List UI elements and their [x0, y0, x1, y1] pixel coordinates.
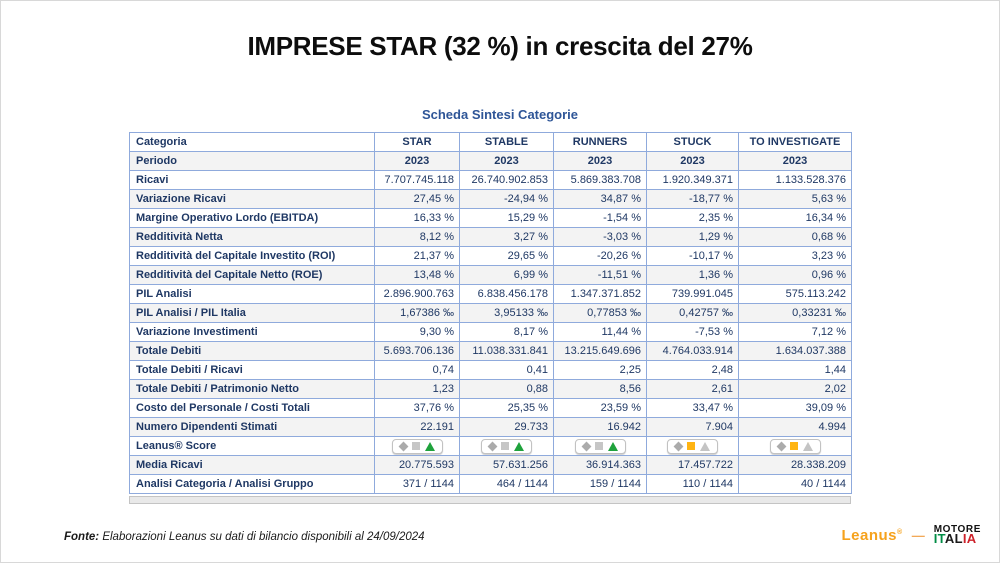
triangle-icon [425, 442, 435, 451]
table-row [130, 285, 852, 304]
table-row [130, 228, 852, 247]
square-icon [412, 442, 420, 450]
row-label: Ricavi [130, 171, 375, 190]
cell-value: 2,48 [647, 361, 739, 380]
cell-value: 1.133.528.376 [739, 171, 852, 190]
cell-value: -1,54 % [554, 209, 647, 228]
leanus-score-pill [770, 439, 821, 454]
cell-value: 16.942 [554, 418, 647, 437]
cell-value: -10,17 % [647, 247, 739, 266]
cell-value: 33,47 % [647, 399, 739, 418]
cell-value: 159 / 1144 [554, 475, 647, 494]
cell-value: 39,09 % [739, 399, 852, 418]
table-row [130, 361, 852, 380]
cell-value: 0,41 [460, 361, 554, 380]
cell-value: 21,37 % [375, 247, 460, 266]
cell-value: 13,48 % [375, 266, 460, 285]
motore-logo-line2 [934, 532, 981, 545]
diamond-icon [674, 441, 684, 451]
column-header-star: STAR [375, 133, 460, 152]
cell-value: 1,67386 ‰ [375, 304, 460, 323]
summary-table [129, 132, 852, 494]
motore-logo-letter: I [962, 531, 967, 546]
logo-separator-dash: — [911, 527, 925, 543]
cell-value: 3,23 % [739, 247, 852, 266]
triangle-icon [514, 442, 524, 451]
cell-value: 2023 [554, 152, 647, 171]
motore-logo-letter: A [944, 531, 955, 546]
cell-value: 1.920.349.371 [647, 171, 739, 190]
cell-value: 29.733 [460, 418, 554, 437]
leanus-score-pill [667, 439, 718, 454]
table-row [130, 152, 852, 171]
row-label: Redditività del Capitale Netto (ROE) [130, 266, 375, 285]
cell-value: 27,45 % [375, 190, 460, 209]
row-label: Costo del Personale / Costi Totali [130, 399, 375, 418]
table-row [130, 380, 852, 399]
cell-value: 2,25 [554, 361, 647, 380]
leanus-score-pill [392, 439, 443, 454]
page-title: IMPRESE STAR (32 %) in crescita del 27% [247, 31, 753, 61]
diamond-icon [581, 441, 591, 451]
row-label: Variazione Investimenti [130, 323, 375, 342]
column-header-runners: RUNNERS [554, 133, 647, 152]
cell-value: 26.740.902.853 [460, 171, 554, 190]
row-label: Totale Debiti [130, 342, 375, 361]
leanus-score-pill [575, 439, 626, 454]
cell-value: 2023 [647, 152, 739, 171]
cell-value: 0,42757 ‰ [647, 304, 739, 323]
square-icon [501, 442, 509, 450]
column-header-categoria: Categoria [130, 133, 375, 152]
cell-value: 8,17 % [460, 323, 554, 342]
cell-value: 15,29 % [460, 209, 554, 228]
square-icon [790, 442, 798, 450]
cell-value: 8,12 % [375, 228, 460, 247]
cell-value: 3,27 % [460, 228, 554, 247]
motore-italia-logo [934, 525, 981, 545]
triangle-icon [700, 442, 710, 451]
cell-value: 7.904 [647, 418, 739, 437]
cell-value: 739.991.045 [647, 285, 739, 304]
table-row [130, 266, 852, 285]
leanus-score-cell [460, 437, 554, 456]
cell-value: 1,44 [739, 361, 852, 380]
row-label: Variazione Ricavi [130, 190, 375, 209]
source-note-text: Elaborazioni Leanus su dati di bilancio disponibili al 24/09/2024 [99, 531, 425, 543]
source-note [64, 531, 425, 543]
row-label: Redditività Netta [130, 228, 375, 247]
source-note-prefix: Fonte: [64, 531, 100, 543]
cell-value: 57.631.256 [460, 456, 554, 475]
cell-value: 40 / 1144 [739, 475, 852, 494]
cell-value: 13.215.649.696 [554, 342, 647, 361]
row-label: Media Ricavi [130, 456, 375, 475]
table-bottom-strip [129, 496, 851, 504]
motore-logo-letter: A [966, 531, 977, 546]
diamond-icon [488, 441, 498, 451]
row-label: Totale Debiti / Patrimonio Netto [130, 380, 375, 399]
leanus-logo [842, 527, 903, 544]
cell-value: 37,76 % [375, 399, 460, 418]
table-row [130, 304, 852, 323]
row-label: Redditività del Capitale Investito (ROI) [130, 247, 375, 266]
cell-value: 0,33231 ‰ [739, 304, 852, 323]
row-label: PIL Analisi [130, 285, 375, 304]
leanus-score-cell [375, 437, 460, 456]
cell-value: -3,03 % [554, 228, 647, 247]
leanus-score-cell [647, 437, 739, 456]
cell-value: 4.764.033.914 [647, 342, 739, 361]
cell-value: 1,36 % [647, 266, 739, 285]
cell-value: 2.896.900.763 [375, 285, 460, 304]
leanus-logo-text: Leanus [841, 526, 898, 544]
row-label: PIL Analisi / PIL Italia [130, 304, 375, 323]
row-label: Numero Dipendenti Stimati [130, 418, 375, 437]
cell-value: 7.707.745.118 [375, 171, 460, 190]
cell-value: -11,51 % [554, 266, 647, 285]
leanus-score-cell [739, 437, 852, 456]
logo-bar [842, 525, 982, 545]
cell-value: 2023 [460, 152, 554, 171]
column-header-to-investigate: TO INVESTIGATE [739, 133, 852, 152]
cell-value: 6,99 % [460, 266, 554, 285]
cell-value: 1,29 % [647, 228, 739, 247]
cell-value: 110 / 1144 [647, 475, 739, 494]
cell-value: 1.634.037.388 [739, 342, 852, 361]
cell-value: 0,68 % [739, 228, 852, 247]
table-header-row [130, 133, 852, 152]
table-row [130, 456, 852, 475]
cell-value: 11.038.331.841 [460, 342, 554, 361]
row-label: Margine Operativo Lordo (EBITDA) [130, 209, 375, 228]
cell-value: -24,94 % [460, 190, 554, 209]
row-label: Analisi Categoria / Analisi Gruppo [130, 475, 375, 494]
cell-value: 25,35 % [460, 399, 554, 418]
motore-logo-letter: T [937, 531, 945, 546]
leanus-score-pill [481, 439, 532, 454]
table-row [130, 190, 852, 209]
cell-value: 2023 [375, 152, 460, 171]
cell-value: 28.338.209 [739, 456, 852, 475]
table-row [130, 209, 852, 228]
cell-value: 5.693.706.136 [375, 342, 460, 361]
cell-value: 2,02 [739, 380, 852, 399]
cell-value: 2,35 % [647, 209, 739, 228]
table-row [130, 171, 852, 190]
cell-value: 2023 [739, 152, 852, 171]
motore-logo-letter: I [933, 531, 938, 546]
table-row [130, 342, 852, 361]
row-label: Totale Debiti / Ricavi [130, 361, 375, 380]
cell-value: 0,96 % [739, 266, 852, 285]
cell-value: 22.191 [375, 418, 460, 437]
cell-value: 0,88 [460, 380, 554, 399]
cell-value: 16,34 % [739, 209, 852, 228]
row-label: Periodo [130, 152, 375, 171]
cell-value: 5,63 % [739, 190, 852, 209]
cell-value: 8,56 [554, 380, 647, 399]
diamond-icon [398, 441, 408, 451]
cell-value: -18,77 % [647, 190, 739, 209]
cell-value: 0,77853 ‰ [554, 304, 647, 323]
cell-value: 9,30 % [375, 323, 460, 342]
motore-logo-letter: L [954, 531, 963, 546]
square-icon [595, 442, 603, 450]
column-header-stable: STABLE [460, 133, 554, 152]
cell-value: 464 / 1144 [460, 475, 554, 494]
leanus-score-cell [554, 437, 647, 456]
cell-value: 36.914.363 [554, 456, 647, 475]
table-row [130, 418, 852, 437]
cell-value: -20,26 % [554, 247, 647, 266]
square-icon [687, 442, 695, 450]
cell-value: 5.869.383.708 [554, 171, 647, 190]
cell-value: 16,33 % [375, 209, 460, 228]
cell-value: 23,59 % [554, 399, 647, 418]
cell-value: 7,12 % [739, 323, 852, 342]
cell-value: 0,74 [375, 361, 460, 380]
registered-mark-icon: ® [897, 528, 903, 536]
summary-table-wrap [129, 132, 851, 504]
cell-value: 1.347.371.852 [554, 285, 647, 304]
cell-value: 34,87 % [554, 190, 647, 209]
table-row [130, 247, 852, 266]
row-label: Leanus® Score [130, 437, 375, 456]
table-row [130, 399, 852, 418]
table-row [130, 437, 852, 456]
cell-value: 1,23 [375, 380, 460, 399]
cell-value: 3,95133 ‰ [460, 304, 554, 323]
cell-value: 2,61 [647, 380, 739, 399]
cell-value: 4.994 [739, 418, 852, 437]
cell-value: -7,53 % [647, 323, 739, 342]
cell-value: 575.113.242 [739, 285, 852, 304]
cell-value: 17.457.722 [647, 456, 739, 475]
motore-logo-line1: MOTORE [933, 524, 981, 535]
triangle-icon [803, 442, 813, 451]
triangle-icon [608, 442, 618, 451]
column-header-stuck: STUCK [647, 133, 739, 152]
cell-value: 20.775.593 [375, 456, 460, 475]
diamond-icon [776, 441, 786, 451]
table-row [130, 475, 852, 494]
cell-value: 11,44 % [554, 323, 647, 342]
cell-value: 29,65 % [460, 247, 554, 266]
table-row [130, 323, 852, 342]
cell-value: 371 / 1144 [375, 475, 460, 494]
table-subtitle: Scheda Sintesi Categorie [421, 107, 579, 122]
cell-value: 6.838.456.178 [460, 285, 554, 304]
